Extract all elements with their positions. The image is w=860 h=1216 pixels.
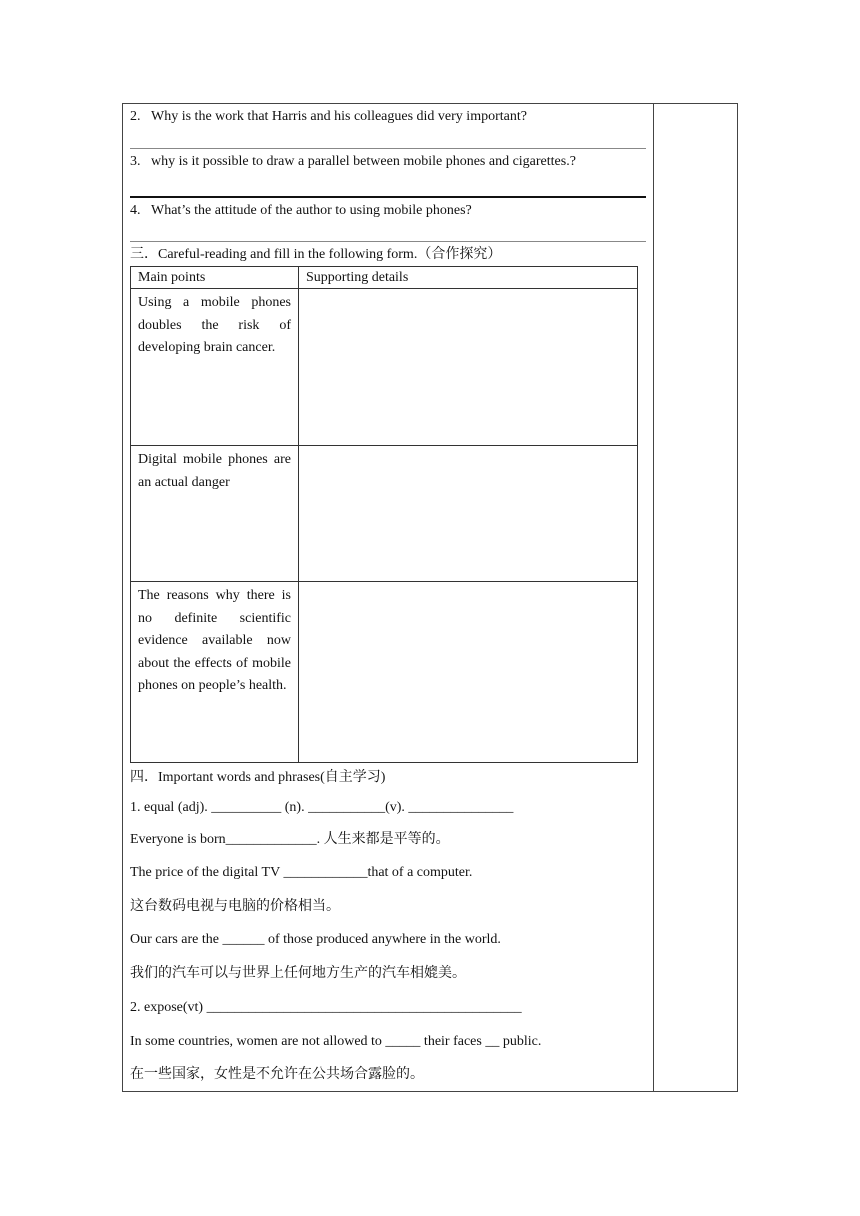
column-header-supporting-details: Supporting details	[299, 267, 638, 289]
question-number: 4.	[130, 203, 141, 218]
supporting-details-cell[interactable]	[299, 446, 638, 582]
question-text: Why is the work that Harris and his colleagues did very important?	[151, 109, 527, 124]
main-point-cell: The reasons why there is no definite scientific evidence available now about the effects of mobile phones on people’s health.	[131, 582, 299, 763]
vocab-line: 这台数码电视与电脑的价格相当。	[130, 899, 340, 914]
main-point-cell: Using a mobile phones doubles the risk of developing brain cancer.	[131, 289, 299, 446]
form-row	[131, 582, 638, 763]
answer-line	[130, 196, 646, 198]
question-text: What’s the attitude of the author to using mobile phones?	[151, 203, 472, 218]
supporting-details-cell[interactable]	[299, 289, 638, 446]
form-header-row	[131, 267, 638, 289]
careful-reading-form	[130, 266, 638, 763]
question-4	[130, 202, 472, 220]
answer-line	[130, 148, 646, 149]
question-2	[130, 108, 527, 126]
vocab-line: Everyone is born_____________. 人生来都是平等的。	[130, 832, 450, 847]
section-3-heading: 三．Careful-reading and fill in the following form.（合作探究）	[130, 247, 502, 262]
vocab-line: 1. equal (adj). __________ (n). ___________(v). _______________	[130, 800, 514, 815]
question-number: 3.	[130, 154, 141, 169]
question-3	[130, 153, 576, 171]
vocab-line: In some countries, women are not allowed to _____ their faces __ public.	[130, 1034, 542, 1049]
vocab-line: 2. expose(vt) _____________________________________________	[130, 1000, 522, 1015]
question-number: 2.	[130, 109, 141, 124]
form-row	[131, 289, 638, 446]
column-header-main-points: Main points	[131, 267, 299, 289]
right-column-divider	[653, 103, 654, 1092]
answer-line	[130, 241, 646, 242]
vocab-line: 在一些国家，女性是不允许在公共场合露脸的。	[130, 1067, 424, 1082]
question-text: why is it possible to draw a parallel between mobile phones and cigarettes.?	[151, 154, 576, 169]
vocab-line: The price of the digital TV ____________that of a computer.	[130, 865, 473, 880]
form-row	[131, 446, 638, 582]
main-point-cell: Digital mobile phones are an actual danger	[131, 446, 299, 582]
supporting-details-cell[interactable]	[299, 582, 638, 763]
section-4-heading: 四．Important words and phrases(自主学习)	[130, 770, 386, 785]
vocab-line: Our cars are the ______ of those produced anywhere in the world.	[130, 932, 501, 947]
vocab-line: 我们的汽车可以与世界上任何地方生产的汽车相媲美。	[130, 966, 466, 981]
